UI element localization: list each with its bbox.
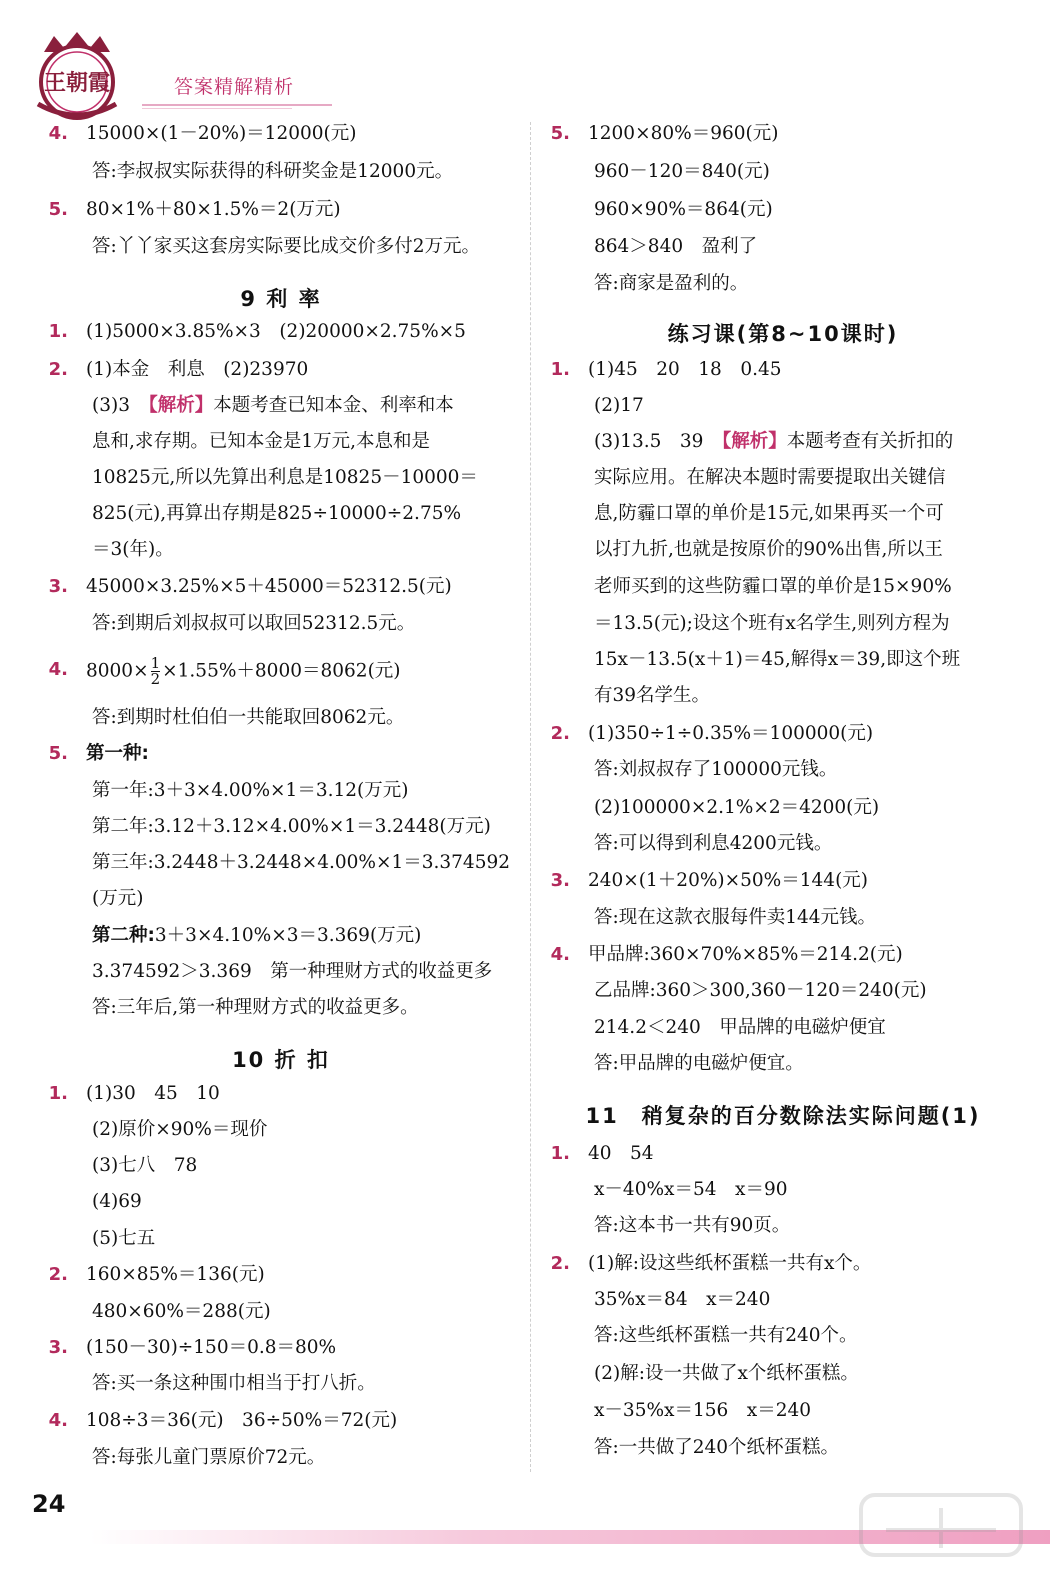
answer-line bbox=[46, 958, 492, 986]
line-text: 答:这本书一共有90页。 bbox=[594, 1215, 791, 1236]
line-text: (1)30 45 10 bbox=[86, 1083, 220, 1104]
line-text: 3.374592＞3.369 第一种理财方式的收益更多 bbox=[92, 961, 493, 982]
line-text: 第一年:3＋3×4.00%×1＝3.12(万元) bbox=[92, 780, 409, 801]
item-number: 2. bbox=[48, 359, 68, 380]
line-rest: 本题考查已知本金、利率和本 bbox=[213, 395, 454, 416]
answer-line bbox=[46, 1080, 220, 1108]
line-text: 108÷3＝36(元) 36÷50%＝72(元) bbox=[86, 1410, 398, 1431]
line-text: 答:商家是盈利的。 bbox=[594, 273, 749, 294]
line-text: 答:每张儿童门票原价72元。 bbox=[92, 1447, 326, 1468]
line-rest: ×1.55%＋8000＝8062(元) bbox=[162, 660, 401, 682]
line-text: 答:刘叔叔存了100000元钱。 bbox=[594, 759, 838, 780]
line-prefix: 8000× bbox=[86, 660, 149, 682]
item-number: 2. bbox=[550, 723, 570, 744]
line-text: (2)17 bbox=[594, 395, 644, 416]
line-text: ＝3(年)。 bbox=[92, 539, 174, 560]
line-rest: 3＋3×4.10%×3＝3.369(万元) bbox=[154, 925, 422, 946]
line-text: (150－30)÷150＝0.8＝80% bbox=[86, 1337, 337, 1358]
answer-line bbox=[46, 849, 510, 877]
answer-line bbox=[548, 1322, 858, 1350]
answer-line bbox=[46, 1407, 397, 1435]
line-text: 老师买到的这些防霾口罩的单价是15×90% bbox=[594, 576, 952, 597]
section-title: 练习课(第8~10课时) bbox=[667, 322, 899, 346]
item-number: 1. bbox=[550, 359, 570, 380]
answer-line bbox=[548, 977, 927, 1005]
line-text: 答:可以得到利息4200元钱。 bbox=[594, 833, 833, 854]
answer-line bbox=[46, 1370, 376, 1398]
item-number: 2. bbox=[48, 1264, 68, 1285]
line-text: 40 54 bbox=[588, 1143, 654, 1164]
answer-line bbox=[46, 1116, 267, 1144]
answer-line bbox=[548, 1176, 788, 1204]
line-text: 甲品牌:360×70%×85%＝214.2(元) bbox=[588, 944, 903, 965]
line-text: 答:一共做了240个纸杯蛋糕。 bbox=[594, 1437, 840, 1458]
answer-line bbox=[548, 720, 873, 748]
answer-line bbox=[548, 756, 837, 784]
page-number: 24 bbox=[32, 1490, 66, 1518]
line-text: 825(元),再算出存期是825÷10000÷2.75% bbox=[92, 503, 462, 524]
line-text: 答:这些纸杯蛋糕一共有240个。 bbox=[594, 1325, 858, 1346]
answer-line bbox=[46, 120, 356, 148]
item-number: 5. bbox=[48, 743, 68, 764]
answer-line bbox=[548, 1286, 770, 1314]
fraction-numerator: 1 bbox=[150, 654, 161, 672]
line-text: 第三年:3.2448＋3.2448×4.00%×1＝3.374592 bbox=[92, 852, 511, 873]
answer-line bbox=[548, 830, 832, 858]
answer-line bbox=[548, 1360, 859, 1388]
line-text bbox=[46, 922, 421, 950]
answer-line bbox=[46, 356, 308, 384]
answer-line bbox=[548, 1212, 790, 1240]
line-text: 15x－13.5(x＋1)＝45,解得x＝39,即这个班 bbox=[594, 649, 961, 670]
item-number: 5. bbox=[48, 199, 68, 220]
line-text: 240×(1＋20%)×50%＝144(元) bbox=[588, 870, 869, 891]
line-text: (1)45 20 18 0.45 bbox=[588, 359, 782, 380]
header-rule-thin bbox=[142, 108, 292, 109]
answer-line bbox=[46, 318, 466, 346]
line-text: 答:甲品牌的电磁炉便宜。 bbox=[594, 1053, 804, 1074]
line-text bbox=[46, 656, 401, 687]
item-number: 3. bbox=[48, 1337, 68, 1358]
answer-line bbox=[46, 573, 452, 601]
line-text: (2)原价×90%＝现价 bbox=[92, 1119, 268, 1140]
line-text: ＝13.5(元);设这个班有x名学生,则列方程为 bbox=[594, 613, 950, 634]
answer-line bbox=[46, 1152, 197, 1180]
line-text: 960×90%＝864(元) bbox=[594, 199, 773, 220]
watermark-icon bbox=[856, 1490, 1026, 1582]
line-text: 960－120＝840(元) bbox=[594, 161, 770, 182]
line-text: 有39名学生。 bbox=[594, 685, 711, 706]
answer-line bbox=[548, 464, 946, 492]
answer-line bbox=[46, 428, 430, 456]
answer-line bbox=[548, 1434, 839, 1462]
header-title: 答案精解精析 bbox=[174, 76, 295, 98]
line-text: (2)100000×2.1%×2＝4200(元) bbox=[594, 797, 880, 818]
line-text: 80×1%＋80×1.5%＝2(万元) bbox=[86, 199, 341, 220]
answer-line bbox=[548, 536, 943, 564]
brand-logo-text: 王朝霞 bbox=[43, 70, 111, 96]
answer-line bbox=[548, 120, 778, 148]
item-number: 4. bbox=[48, 123, 68, 144]
answer-line bbox=[46, 704, 404, 732]
answer-line bbox=[548, 270, 748, 298]
section-title: 11 稍复杂的百分数除法实际问题(1) bbox=[585, 1104, 981, 1128]
line-text: 864＞840 盈利了 bbox=[594, 236, 758, 257]
line-text: (1)本金 利息 (2)23970 bbox=[86, 359, 309, 380]
answer-line bbox=[548, 500, 944, 528]
line-text: 答:到期后刘叔叔可以取回52312.5元。 bbox=[92, 613, 416, 634]
line-text: 45000×3.25%×5＋45000＝52312.5(元) bbox=[86, 576, 452, 597]
bold-label: 第二种: bbox=[92, 925, 155, 946]
item-number: 3. bbox=[48, 576, 68, 597]
line-text: (1)解:设这些纸杯蛋糕一共有x个。 bbox=[588, 1253, 872, 1274]
line-rest: 本题考查有关折扣的 bbox=[786, 431, 954, 452]
line-text: 15000×(1－20%)＝12000(元) bbox=[86, 123, 357, 144]
answer-line bbox=[548, 646, 960, 674]
answer-line bbox=[548, 682, 710, 710]
answer-line bbox=[46, 1444, 325, 1472]
analysis-tag: 【解析】 bbox=[148, 395, 214, 416]
answer-line bbox=[548, 158, 770, 186]
answer-line bbox=[548, 356, 782, 384]
line-text: 10825元,所以先算出利息是10825－10000＝ bbox=[92, 467, 478, 488]
section-title: 9 利 率 bbox=[240, 287, 322, 311]
answer-line bbox=[46, 233, 480, 261]
answer-line bbox=[46, 392, 454, 420]
item-number: 3. bbox=[550, 870, 570, 891]
answer-line bbox=[46, 196, 341, 224]
answer-line bbox=[548, 233, 757, 261]
answer-line bbox=[46, 500, 461, 528]
line-text: 息和,求存期。已知本金是1万元,本息和是 bbox=[92, 431, 431, 452]
answer-line bbox=[548, 428, 953, 456]
answer-line bbox=[548, 1050, 804, 1078]
line-text: 35%x＝84 x＝240 bbox=[594, 1289, 771, 1310]
answer-line bbox=[548, 867, 868, 895]
section-title: 10 折 扣 bbox=[232, 1048, 330, 1072]
answer-line bbox=[548, 196, 773, 224]
answer-line bbox=[46, 994, 419, 1022]
item-number: 1. bbox=[550, 1143, 570, 1164]
line-text: (万元) bbox=[92, 888, 144, 909]
answer-line bbox=[46, 464, 478, 492]
line-text: (4)69 bbox=[92, 1191, 142, 1212]
answer-line bbox=[46, 1334, 336, 1362]
line-text: (1)5000×3.85%×3 (2)20000×2.75%×5 bbox=[86, 321, 466, 342]
answer-line bbox=[46, 885, 143, 913]
line-text: 214.2＜240 甲品牌的电磁炉便宜 bbox=[594, 1017, 886, 1038]
answer-line bbox=[46, 1188, 142, 1216]
line-text: 答:到期时杜伯伯一共能取回8062元。 bbox=[92, 707, 405, 728]
item-number: 1. bbox=[48, 1083, 68, 1104]
answer-line bbox=[46, 777, 408, 805]
answer-line bbox=[548, 794, 879, 822]
answer-line bbox=[548, 1014, 886, 1042]
answer-line bbox=[46, 656, 401, 687]
line-text: 答:买一条这种围巾相当于打八折。 bbox=[92, 1373, 376, 1394]
brand-logo-icon bbox=[30, 30, 124, 120]
line-text: 实际应用。在解决本题时需要提取出关键信 bbox=[594, 467, 946, 488]
answer-line bbox=[46, 1261, 265, 1289]
line-text: x－35%x＝156 x＝240 bbox=[594, 1400, 812, 1421]
line-text: 160×85%＝136(元) bbox=[86, 1264, 265, 1285]
line-text: 以打九折,也就是按原价的90%出售,所以王 bbox=[594, 539, 943, 560]
answer-line bbox=[548, 904, 876, 932]
answer-line bbox=[46, 1298, 271, 1326]
answer-line bbox=[46, 610, 415, 638]
line-text: (5)七五 bbox=[92, 1228, 156, 1249]
line-text: (1)350÷1÷0.35%＝100000(元) bbox=[588, 723, 874, 744]
column-divider bbox=[530, 122, 531, 1472]
line-text bbox=[46, 392, 454, 420]
answer-line bbox=[548, 941, 903, 969]
line-text: 1200×80%＝960(元) bbox=[588, 123, 779, 144]
answer-line bbox=[46, 1225, 155, 1253]
analysis-tag: 【解析】 bbox=[721, 431, 787, 452]
line-text: (3)七八 78 bbox=[92, 1155, 198, 1176]
item-number: 4. bbox=[48, 1410, 68, 1431]
item-number: 4. bbox=[48, 659, 68, 680]
page-header bbox=[30, 22, 430, 112]
fraction bbox=[151, 656, 161, 687]
line-text: 第二年:3.12＋3.12×4.00%×1＝3.2448(万元) bbox=[92, 816, 491, 837]
answer-line bbox=[46, 922, 421, 950]
line-text: (2)解:设一共做了x个纸杯蛋糕。 bbox=[594, 1363, 859, 1384]
answer-line bbox=[46, 536, 174, 564]
header-rule bbox=[142, 104, 332, 106]
answer-line bbox=[548, 1140, 654, 1168]
line-text: 答:现在这款衣服每件卖144元钱。 bbox=[594, 907, 877, 928]
item-number: 2. bbox=[550, 1253, 570, 1274]
line-text: 答:李叔叔实际获得的科研奖金是12000元。 bbox=[92, 161, 454, 182]
fraction-denominator: 2 bbox=[150, 670, 161, 688]
answer-line bbox=[46, 740, 149, 768]
answer-line bbox=[46, 158, 453, 186]
answer-line bbox=[548, 1397, 811, 1425]
item-number: 5. bbox=[550, 123, 570, 144]
answer-line bbox=[548, 610, 950, 638]
item-number: 4. bbox=[550, 944, 570, 965]
line-text: 答:丫丫家买这套房实际要比成交价多付2万元。 bbox=[92, 236, 481, 257]
line-prefix: (3)3 bbox=[92, 395, 149, 416]
line-text: 乙品牌:360＞300,360－120＝240(元) bbox=[594, 980, 927, 1001]
answer-line bbox=[548, 1250, 871, 1278]
answer-line bbox=[46, 813, 491, 841]
line-prefix: (3)13.5 39 bbox=[594, 431, 722, 452]
line-text bbox=[548, 428, 953, 456]
answer-line bbox=[548, 392, 644, 420]
line-text: x－40%x＝54 x＝90 bbox=[594, 1179, 788, 1200]
line-text: 息,防霾口罩的单价是15元,如果再买一个可 bbox=[594, 503, 944, 524]
item-number: 1. bbox=[48, 321, 68, 342]
line-text: 答:三年后,第一种理财方式的收益更多。 bbox=[92, 997, 419, 1018]
line-text: 480×60%＝288(元) bbox=[92, 1301, 271, 1322]
line-text: 第一种: bbox=[86, 743, 149, 764]
answer-line bbox=[548, 573, 952, 601]
